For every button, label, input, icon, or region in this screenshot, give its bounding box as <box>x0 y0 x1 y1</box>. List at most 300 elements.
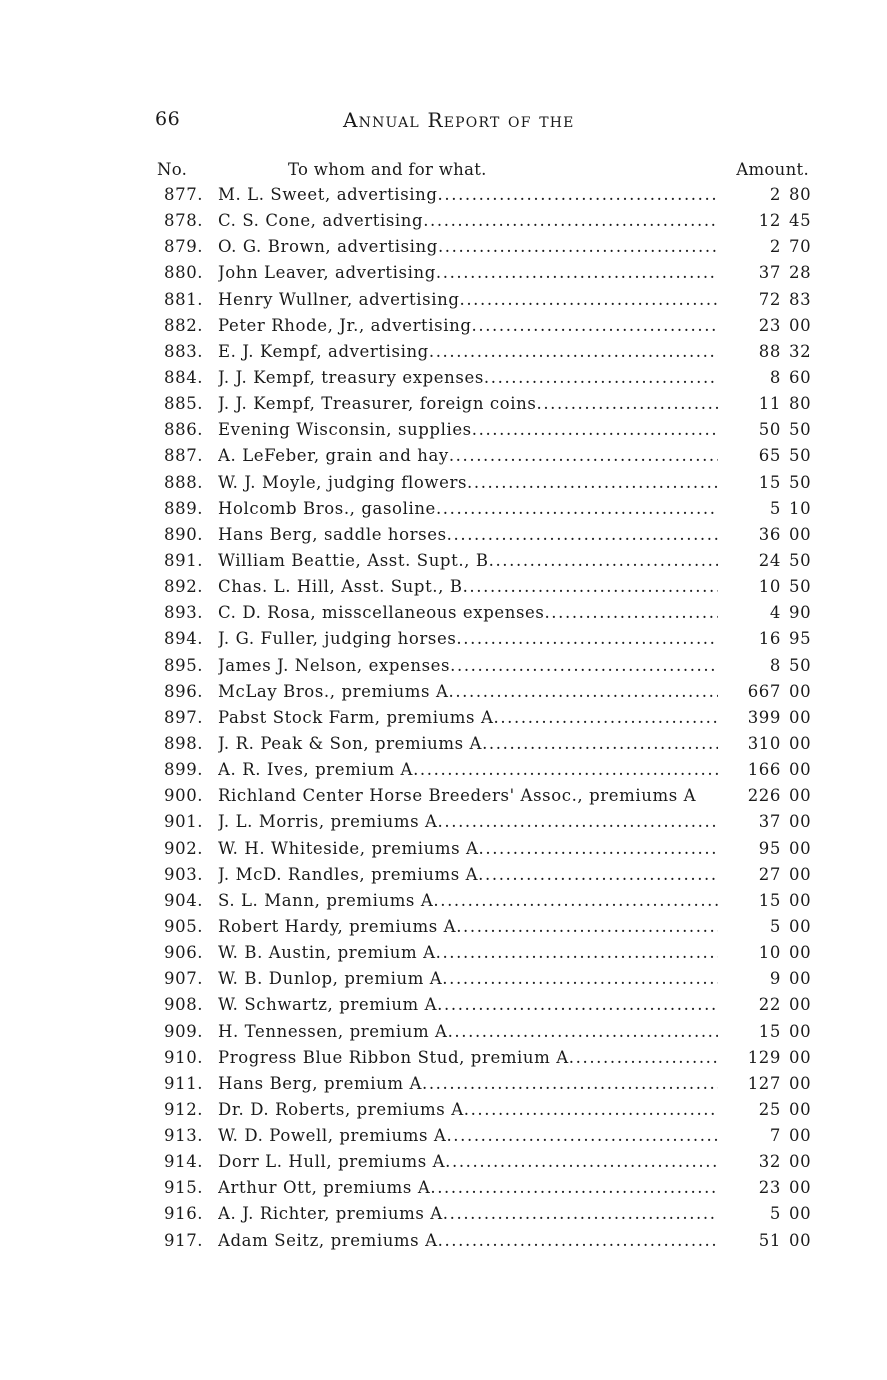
amount-cents: 70 <box>789 237 812 257</box>
entry-description-text: Evening Wisconsin, supplies <box>218 420 472 440</box>
dot-leader <box>449 446 718 465</box>
column-header-amount: Amount. <box>736 160 809 179</box>
entry-number: 910. <box>164 1047 204 1067</box>
amount-cents: 60 <box>789 367 812 387</box>
amount-cents: 00 <box>789 524 812 544</box>
entry-description-text: Pabst Stock Farm, premiums A <box>218 707 494 727</box>
table-row <box>0 784 887 810</box>
entry-description-text: Dorr L. Hull, premiums A <box>218 1152 446 1172</box>
amount-dollars: 5 <box>769 916 781 936</box>
entry-number: 912. <box>164 1099 204 1119</box>
amount-dollars: 23 <box>758 315 781 335</box>
dot-leader <box>448 682 718 701</box>
amount-cents: 00 <box>789 1099 812 1119</box>
entry-number: 897. <box>164 707 204 727</box>
entry-amount <box>747 1152 811 1171</box>
table-row <box>0 340 887 366</box>
running-head: Annual Report of the <box>343 108 575 132</box>
amount-cents: 00 <box>789 1126 812 1146</box>
entry-amount <box>747 995 811 1014</box>
entry-description-text: John Leaver, advertising <box>218 263 436 283</box>
entry-description-text: W. B. Austin, premium A <box>218 943 436 963</box>
entry-number: 892. <box>164 577 204 597</box>
table-row <box>0 863 887 889</box>
entry-amount <box>747 682 811 701</box>
entry-amount <box>747 708 811 727</box>
table-row <box>0 915 887 941</box>
dot-leader <box>489 551 718 570</box>
entry-number: 889. <box>164 498 204 518</box>
entry-description <box>218 1231 718 1250</box>
dot-leader <box>478 865 718 884</box>
entry-amount <box>747 891 811 910</box>
amount-dollars: 2 <box>769 185 781 204</box>
entry-description <box>218 995 718 1014</box>
dot-leader <box>429 342 718 361</box>
amount-dollars: 88 <box>758 341 781 361</box>
entry-description-text: J. McD. Randles, premiums A <box>218 864 479 884</box>
entry-number: 891. <box>164 550 204 570</box>
entry-description <box>218 760 718 779</box>
amount-cents: 50 <box>789 420 812 440</box>
entry-description <box>218 1204 718 1223</box>
entry-description-text: Adam Seitz, premiums A <box>218 1230 438 1250</box>
entry-amount <box>747 603 811 622</box>
entry-amount <box>747 812 811 831</box>
amount-cents: 00 <box>789 786 812 806</box>
amount-dollars: 23 <box>758 1178 781 1198</box>
table-row <box>0 261 887 287</box>
amount-dollars: 72 <box>758 289 781 309</box>
entry-description <box>218 629 718 648</box>
entry-description <box>218 812 718 831</box>
amount-cents: 00 <box>789 733 812 753</box>
amount-dollars: 127 <box>747 1073 781 1093</box>
entry-description-text: Hans Berg, saddle horses <box>218 524 447 544</box>
dot-leader <box>467 473 718 492</box>
entry-description <box>218 473 718 492</box>
table-row <box>0 1098 887 1124</box>
entry-description <box>218 917 718 936</box>
amount-cents: 00 <box>789 1047 812 1067</box>
amount-cents: 95 <box>789 629 812 649</box>
amount-dollars: 5 <box>769 498 781 518</box>
dot-leader <box>493 708 718 727</box>
dot-leader <box>438 1231 718 1250</box>
dot-leader <box>413 760 718 779</box>
entry-amount <box>747 473 811 492</box>
entry-number: 884. <box>164 367 204 387</box>
entry-amount <box>747 629 811 648</box>
entry-number: 907. <box>164 969 204 989</box>
entry-amount <box>747 1048 811 1067</box>
amount-cents: 00 <box>789 760 812 780</box>
entry-description <box>218 839 718 858</box>
entry-number: 901. <box>164 812 204 832</box>
amount-dollars: 10 <box>758 943 781 963</box>
entry-amount <box>747 577 811 596</box>
entry-description <box>218 786 718 805</box>
entry-description <box>218 499 718 518</box>
amount-dollars: 37 <box>758 812 781 832</box>
entry-description-text: Chas. L. Hill, Asst. Supt., B <box>218 577 463 597</box>
entry-description-text: Dr. D. Roberts, premiums A <box>218 1099 464 1119</box>
table-row <box>0 1229 887 1255</box>
entry-description <box>218 1022 718 1041</box>
amount-dollars: 8 <box>769 655 781 675</box>
entry-amount <box>747 499 811 518</box>
entry-amount <box>747 1178 811 1197</box>
amount-dollars: 166 <box>747 760 781 780</box>
amount-dollars: 2 <box>769 237 781 257</box>
entry-amount <box>747 1022 811 1041</box>
entry-description-text: O. G. Brown, advertising <box>218 237 438 257</box>
entry-amount <box>747 865 811 884</box>
entry-description-text: A. LeFeber, grain and hay <box>218 446 449 466</box>
entry-amount <box>747 943 811 962</box>
entry-number: 895. <box>164 655 204 675</box>
entry-description <box>218 1048 718 1067</box>
amount-cents: 00 <box>789 812 812 832</box>
amount-cents: 00 <box>789 707 812 727</box>
entry-description <box>218 290 718 309</box>
dot-leader <box>433 891 718 910</box>
table-row <box>0 235 887 261</box>
table-row <box>0 1202 887 1228</box>
entry-description-text: E. J. Kempf, advertising <box>218 341 429 361</box>
table-row <box>0 575 887 601</box>
entry-number: 913. <box>164 1126 204 1146</box>
entry-description-text: Peter Rhode, Jr., advertising <box>218 315 472 335</box>
table-row <box>0 993 887 1019</box>
amount-cents: 00 <box>789 1230 812 1250</box>
dot-leader <box>436 263 718 282</box>
entry-description-text: A. J. Richter, premiums A <box>218 1204 443 1224</box>
entry-amount <box>747 420 811 439</box>
entry-number: 881. <box>164 289 204 309</box>
amount-cents: 45 <box>789 211 812 231</box>
entry-description <box>218 1126 718 1145</box>
amount-cents: 00 <box>789 1021 812 1041</box>
entry-description <box>218 1152 718 1171</box>
entry-number: 904. <box>164 890 204 910</box>
amount-cents: 00 <box>789 995 812 1015</box>
amount-dollars: 22 <box>758 995 781 1015</box>
entry-description-text: J. G. Fuller, judging horses <box>218 629 457 649</box>
entry-number: 899. <box>164 760 204 780</box>
table-row <box>0 444 887 470</box>
amount-dollars: 25 <box>758 1099 781 1119</box>
entry-description-text: Hans Berg, premium A <box>218 1073 422 1093</box>
amount-dollars: 24 <box>758 550 781 570</box>
dot-leader <box>446 1126 718 1145</box>
entry-description-text: Progress Blue Ribbon Stud, premium A <box>218 1047 569 1067</box>
amount-cents: 50 <box>789 446 812 466</box>
entry-amount <box>747 656 811 675</box>
entry-description <box>218 342 718 361</box>
column-header-no: No. <box>157 160 188 179</box>
entry-amount <box>747 185 811 204</box>
amount-cents: 50 <box>789 577 812 597</box>
dot-leader <box>436 943 718 962</box>
table-row <box>0 471 887 497</box>
table-row <box>0 837 887 863</box>
dot-leader <box>437 995 718 1014</box>
amount-dollars: 310 <box>747 733 781 753</box>
entry-description-text: J. J. Kempf, treasury expenses <box>218 367 484 387</box>
amount-dollars: 8 <box>769 367 781 387</box>
column-header-description: To whom and for what. <box>288 160 487 179</box>
dot-leader <box>456 917 718 936</box>
entry-description <box>218 551 718 570</box>
dot-leader <box>536 394 718 413</box>
amount-dollars: 226 <box>747 786 781 806</box>
table-row <box>0 1176 887 1202</box>
amount-dollars: 50 <box>758 420 781 440</box>
entry-number: 900. <box>164 786 204 806</box>
entry-amount <box>747 211 811 230</box>
amount-cents: 80 <box>789 185 812 204</box>
amount-cents: 00 <box>789 1152 812 1172</box>
dot-leader <box>464 1100 718 1119</box>
dot-leader <box>423 211 718 230</box>
amount-cents: 50 <box>789 472 812 492</box>
entry-number: 886. <box>164 420 204 440</box>
dot-leader <box>459 290 718 309</box>
ledger-table <box>0 183 887 1255</box>
entry-description-text: C. S. Cone, advertising <box>218 211 424 231</box>
table-row <box>0 392 887 418</box>
amount-cents: 00 <box>789 681 812 701</box>
entry-description <box>218 211 718 230</box>
amount-cents: 00 <box>789 890 812 910</box>
entry-description-text: Robert Hardy, premiums A <box>218 916 457 936</box>
entry-description-text: Henry Wullner, advertising <box>218 289 460 309</box>
entry-amount <box>747 1204 811 1223</box>
amount-dollars: 16 <box>758 629 781 649</box>
table-row <box>0 680 887 706</box>
entry-number: 880. <box>164 263 204 283</box>
entry-amount <box>747 1100 811 1119</box>
dot-leader <box>450 656 718 675</box>
entry-amount <box>747 394 811 413</box>
entry-amount <box>747 342 811 361</box>
table-row <box>0 627 887 653</box>
entry-number: 879. <box>164 237 204 257</box>
entry-description <box>218 656 718 675</box>
dot-leader <box>569 1048 718 1067</box>
entry-description-text: Holcomb Bros., gasoline <box>218 498 436 518</box>
entry-amount <box>747 290 811 309</box>
table-row <box>0 706 887 732</box>
table-row <box>0 183 887 209</box>
entry-amount <box>747 839 811 858</box>
amount-dollars: 399 <box>747 707 781 727</box>
entry-amount <box>747 237 811 256</box>
dot-leader <box>472 420 718 439</box>
amount-dollars: 11 <box>758 394 781 414</box>
amount-dollars: 9 <box>769 969 781 989</box>
entry-description-text: W. Schwartz, premium A <box>218 995 438 1015</box>
amount-cents: 00 <box>789 1204 812 1224</box>
entry-description-text: A. R. Ives, premium A <box>218 760 414 780</box>
entry-description <box>218 368 718 387</box>
entry-description <box>218 865 718 884</box>
amount-cents: 50 <box>789 655 812 675</box>
entry-number: 887. <box>164 446 204 466</box>
entry-amount <box>747 1231 811 1250</box>
entry-description <box>218 237 718 256</box>
amount-dollars: 15 <box>758 1021 781 1041</box>
table-row <box>0 209 887 235</box>
amount-dollars: 15 <box>758 890 781 910</box>
table-row <box>0 314 887 340</box>
dot-leader <box>443 1204 718 1223</box>
entry-number: 894. <box>164 629 204 649</box>
dot-leader <box>463 577 718 596</box>
dot-leader <box>438 812 718 831</box>
entry-number: 898. <box>164 733 204 753</box>
entry-description-text: Arthur Ott, premiums A <box>218 1178 431 1198</box>
table-row <box>0 366 887 392</box>
dot-leader <box>484 368 718 387</box>
table-row <box>0 1124 887 1150</box>
entry-description-text: McLay Bros., premiums A <box>218 681 449 701</box>
amount-dollars: 129 <box>747 1047 781 1067</box>
entry-description <box>218 185 718 204</box>
dot-leader <box>456 629 718 648</box>
amount-cents: 00 <box>789 916 812 936</box>
entry-number: 915. <box>164 1178 204 1198</box>
entry-amount <box>747 316 811 335</box>
entry-description <box>218 446 718 465</box>
entry-number: 916. <box>164 1204 204 1224</box>
entry-description-text: S. L. Mann, premiums A <box>218 890 434 910</box>
page-number: 66 <box>155 108 181 130</box>
amount-dollars: 37 <box>758 263 781 283</box>
entry-description <box>218 943 718 962</box>
entry-description <box>218 708 718 727</box>
amount-dollars: 95 <box>758 838 781 858</box>
amount-cents: 00 <box>789 838 812 858</box>
amount-dollars: 5 <box>769 1204 781 1224</box>
table-row <box>0 941 887 967</box>
table-row <box>0 601 887 627</box>
entry-description-text: James J. Nelson, expenses <box>218 655 451 675</box>
amount-dollars: 10 <box>758 577 781 597</box>
entry-description <box>218 525 718 544</box>
entry-number: 902. <box>164 838 204 858</box>
entry-description <box>218 1074 718 1093</box>
entry-description-text: W. D. Powell, premiums A <box>218 1126 447 1146</box>
entry-number: 903. <box>164 864 204 884</box>
entry-amount <box>747 551 811 570</box>
table-row <box>0 810 887 836</box>
table-row <box>0 1020 887 1046</box>
amount-dollars: 65 <box>758 446 781 466</box>
dot-leader <box>544 603 718 622</box>
dot-leader <box>482 734 718 753</box>
entry-description-text: J. L. Morris, premiums A <box>218 812 438 832</box>
amount-cents: 83 <box>789 289 812 309</box>
entry-number: 906. <box>164 943 204 963</box>
entry-number: 908. <box>164 995 204 1015</box>
entry-description-text: Richland Center Horse Breeders' Assoc., premiums A <box>218 786 697 806</box>
entry-description <box>218 603 718 622</box>
amount-cents: 80 <box>789 394 812 414</box>
table-row <box>0 1150 887 1176</box>
entry-number: 909. <box>164 1021 204 1041</box>
dot-leader <box>422 1074 718 1093</box>
entry-description <box>218 969 718 988</box>
dot-leader <box>448 1022 718 1041</box>
amount-cents: 00 <box>789 1178 812 1198</box>
entry-description-text: H. Tennessen, premium A <box>218 1021 448 1041</box>
entry-number: 885. <box>164 394 204 414</box>
table-row <box>0 523 887 549</box>
table-row <box>0 288 887 314</box>
entry-amount <box>747 786 811 805</box>
entry-amount <box>747 525 811 544</box>
amount-cents: 90 <box>789 603 812 623</box>
amount-cents: 50 <box>789 550 812 570</box>
amount-dollars: 4 <box>769 603 781 623</box>
entry-amount <box>747 760 811 779</box>
entry-amount <box>747 1074 811 1093</box>
dot-leader <box>445 1152 718 1171</box>
table-row <box>0 758 887 784</box>
amount-cents: 00 <box>789 969 812 989</box>
dot-leader <box>447 525 718 544</box>
entry-number: 878. <box>164 211 204 231</box>
dot-leader <box>479 839 718 858</box>
entry-number: 883. <box>164 341 204 361</box>
entry-description <box>218 577 718 596</box>
amount-cents: 00 <box>789 1073 812 1093</box>
amount-cents: 32 <box>789 341 812 361</box>
entry-description-text: W. B. Dunlop, premium A <box>218 969 443 989</box>
amount-cents: 00 <box>789 864 812 884</box>
dot-leader <box>472 316 719 335</box>
entry-description <box>218 394 718 413</box>
entry-number: 888. <box>164 472 204 492</box>
entry-description <box>218 263 718 282</box>
entry-description <box>218 1100 718 1119</box>
entry-description <box>218 682 718 701</box>
amount-cents: 00 <box>789 315 812 335</box>
entry-amount <box>747 263 811 282</box>
amount-dollars: 51 <box>758 1230 781 1250</box>
entry-description-text: M. L. Sweet, advertising <box>218 185 438 204</box>
table-row <box>0 497 887 523</box>
entry-number: 882. <box>164 315 204 335</box>
table-row <box>0 889 887 915</box>
table-row <box>0 1072 887 1098</box>
entry-description <box>218 891 718 910</box>
entry-description <box>218 316 718 335</box>
amount-dollars: 36 <box>758 524 781 544</box>
entry-description <box>218 734 718 753</box>
amount-cents: 00 <box>789 943 812 963</box>
amount-dollars: 32 <box>758 1152 781 1172</box>
entry-number: 917. <box>164 1230 204 1250</box>
amount-dollars: 27 <box>758 864 781 884</box>
entry-number: 877. <box>164 185 204 204</box>
entry-description-text: W. J. Moyle, judging flowers <box>218 472 468 492</box>
entry-description <box>218 420 718 439</box>
entry-number: 905. <box>164 916 204 936</box>
table-row <box>0 418 887 444</box>
